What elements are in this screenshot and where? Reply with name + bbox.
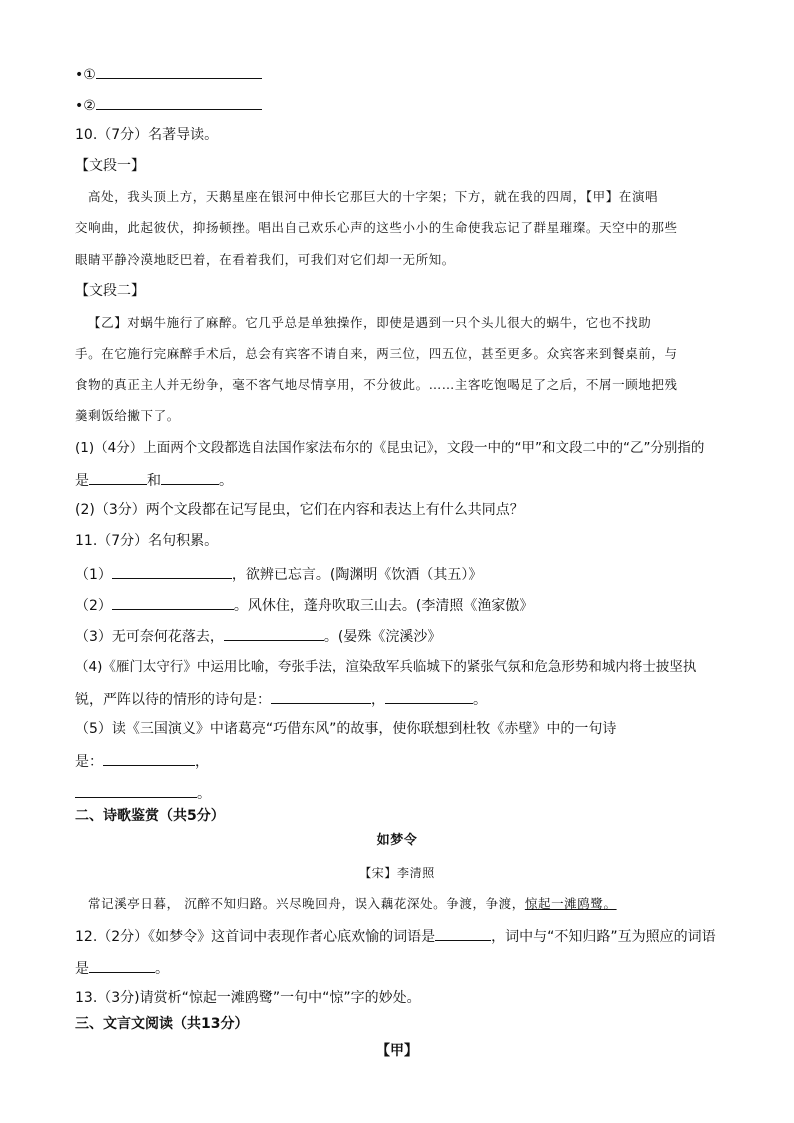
q11-answer-blank-1[interactable] [112, 563, 232, 579]
item-1-marker: •① [75, 67, 96, 83]
q11-answer-blank-2[interactable] [112, 594, 234, 610]
q10-segment1-line-3: 眼睛平静冷漠地眨巴着，在看着我们，可我们对它们却一无所知。 [75, 252, 455, 267]
q10-sub1-text-a: 是 [75, 473, 89, 489]
poem-author: 【宋】李清照 [359, 866, 435, 880]
q10-sub1-text-b: 和 [147, 473, 161, 489]
poem-title: 如梦令 [376, 833, 418, 848]
q10-sub1-text-c: 。 [219, 473, 233, 489]
q11-line-1 [75, 563, 482, 585]
section-3-heading: 三、文言文阅读（共13分） [75, 1016, 249, 1032]
q11-answer-blank-3[interactable] [224, 625, 324, 641]
q11-line-4b [75, 688, 487, 710]
q12-line-2 [75, 957, 169, 979]
q11-line-5-prefix: 是： [75, 754, 103, 770]
q10-answer-blank-yi[interactable] [161, 469, 219, 485]
q10-sub1-line-2 [75, 469, 233, 491]
q10-segment1-line-2: 交响曲，此起彼伏，抑扬顿挫。唱出自己欢乐心声的这些小小的生命使我忘记了群星璀璨。天空中的那些 [75, 220, 678, 235]
q11-line-2-suffix: 。风休住，蓬舟吹取三山去。(李清照《渔家傲》 [233, 598, 534, 614]
q11-answer-blank-4a[interactable] [271, 688, 371, 704]
q10-segment1-label: 【文段一】 [75, 158, 145, 174]
answer-line-1 [75, 63, 262, 85]
q11-line-4a: （4)《雁门太守行》中运用比喻，夸张手法，渲染敌军兵临城下的紧张气氛和危急形势和城内将士披坚执 [75, 659, 697, 675]
answer-blank-2[interactable] [96, 94, 262, 110]
q12-answer-blank-1[interactable] [435, 925, 491, 941]
q12-text-a: 12.（2分）《如梦令》这首词中表现作者心底欢愉的词语是 [75, 929, 436, 945]
poem-text [88, 894, 617, 914]
q12-answer-blank-2[interactable] [89, 957, 155, 973]
q10-answer-blank-jia[interactable] [89, 469, 147, 485]
q11-line-2-prefix: （2） [75, 598, 112, 614]
q11-line-4-prefix: 锐，严阵以待的情形的诗句是： [75, 692, 271, 708]
q13-question: 13.（3分)请赏析“惊起一滩鸥鹭”一句中“惊”字的妙处。 [75, 990, 421, 1006]
answer-line-2 [75, 94, 262, 116]
q11-line-1-prefix: （1） [75, 567, 112, 583]
q11-line-5c [75, 782, 211, 804]
answer-blank-1[interactable] [96, 63, 262, 79]
q10-segment2-line-3: 食物的真正主人并无纷争，毫不客气地尽情享用，不分彼此。……主客吃饱喝足了之后，不屑一顾地把残 [75, 377, 678, 392]
poem-text-underlined: 惊起一滩鸥鹭。 [524, 896, 617, 911]
q10-segment2-label: 【文段二】 [75, 283, 145, 299]
q10-segment1-line-1: 高处，我头顶上方，天鹅星座在银河中伸长它那巨大的十字架；下方，就在我的四周，【甲】在演唱 [88, 189, 659, 204]
q11-line-5a: （5）读《三国演义》中诸葛亮“巧借东风”的故事，使你联想到杜牧《赤壁》中的一句诗 [75, 721, 617, 737]
q11-line-3-prefix: （3）无可奈何花落去， [75, 629, 224, 645]
q10-segment2-line-2: 手。在它施行完麻醉手术后，总会有宾客不请自来，两三位，四五位，甚至更多。众宾客来到餐桌前，与 [75, 346, 678, 361]
q12-line-1 [75, 925, 716, 947]
q11-answer-blank-5a[interactable] [103, 750, 195, 766]
q12-text-b: ，词中与“不知归路”互为照应的词语 [491, 929, 716, 945]
q11-line-4-suffix: 。 [473, 692, 487, 708]
q11-line-1-suffix: ，欲辨已忘言。(陶渊明《饮酒（其五）》 [231, 567, 483, 583]
q11-line-5-end: 。 [197, 786, 211, 802]
q11-line-3-suffix: 。(晏殊《浣溪沙》 [323, 629, 442, 645]
section-3-sub-label: 【甲】 [376, 1043, 418, 1059]
q10-sub1-line-1: (1)（4分）上面两个文段都选自法国作家法布尔的《昆虫记》，文段一中的“甲”和文段二中的“乙”分别指的 [75, 440, 705, 456]
q11-line-5-comma: ， [195, 754, 209, 770]
q11-title: 11.（7分）名句积累。 [75, 533, 219, 549]
item-2-marker: •② [75, 98, 96, 114]
q12-text-c: 是 [75, 961, 89, 977]
q11-line-3 [75, 625, 441, 647]
q11-line-5b [75, 750, 209, 772]
q11-answer-blank-5b[interactable] [75, 782, 197, 798]
poem-text-main: 常记溪亭日暮， 沉醉不知归路。兴尽晚回舟，误入藕花深处。争渡，争渡， [88, 896, 525, 911]
q10-segment2-line-4: 羹剩饭给撇下了。 [75, 408, 180, 423]
section-2-heading: 二、诗歌鉴赏（共5分） [75, 808, 225, 824]
q11-answer-blank-4b[interactable] [385, 688, 473, 704]
q11-line-2 [75, 594, 533, 616]
q10-title: 10.（7分）名著导读。 [75, 127, 219, 143]
q12-text-d: 。 [155, 961, 169, 977]
q11-line-4-mid: ， [371, 692, 385, 708]
q10-segment2-line-1: 【乙】对蜗牛施行了麻醉。它几乎总是单独操作，即使是遇到一只个头儿很大的蜗牛，它也不找助 [88, 315, 652, 330]
q10-sub2: (2)（3分）两个文段都在记写昆虫，它们在内容和表达上有什么共同点？ [75, 502, 524, 518]
